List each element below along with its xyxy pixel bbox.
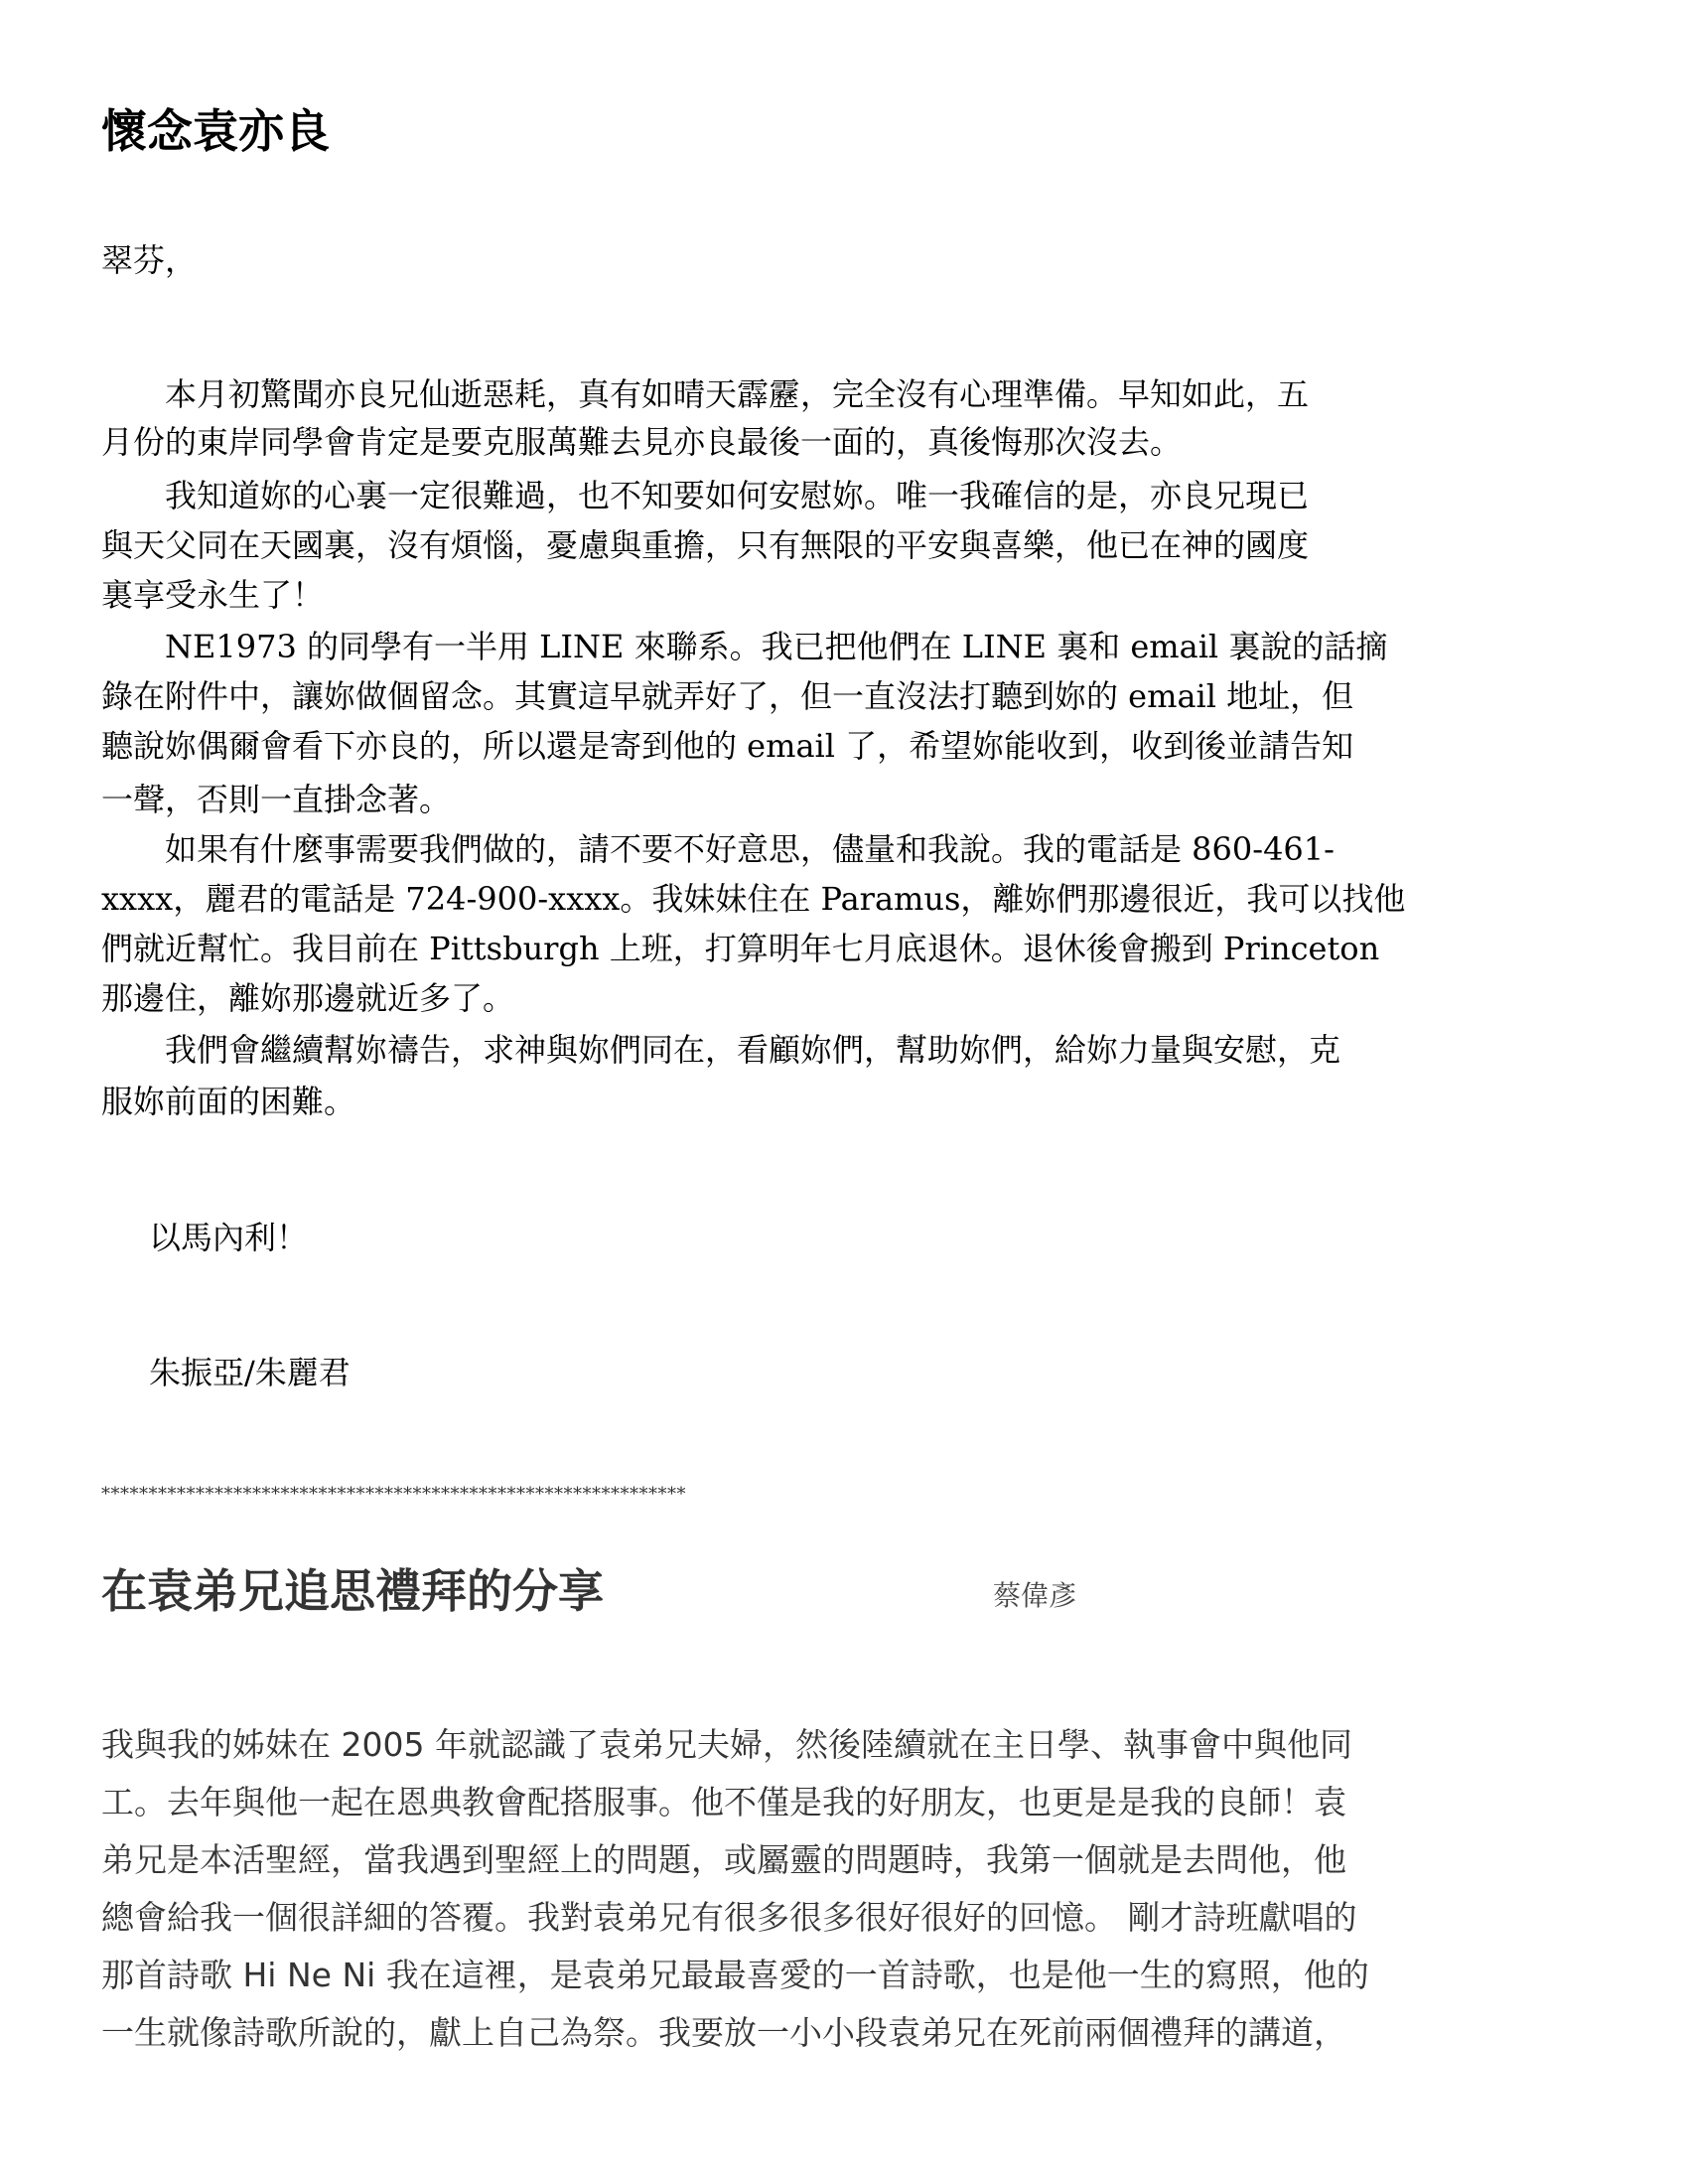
section-separator: ************************************************************** [101,1484,686,1505]
letter-line: 那邊住，離妳那邊就近多了。 [101,979,515,1017]
letter-salutation: 翠芬， [101,241,198,279]
letter-line: 裏享受永生了！ [101,576,325,614]
sharing-line: 一生就像詩歌所說的，獻上自己為祭。我要放一小小段袁弟兄在死前兩個禮拜的講道， [101,2013,1346,2052]
letter-line: 如果有什麼事需要我們做的，請不要不好意思，儘量和我說。我的電話是 860-461- [101,830,1335,868]
sharing-line: 總會給我一個很詳細的答覆。我對袁弟兄有很多很多很好很好的回憶。 剛才詩班獻唱的 [101,1898,1357,1937]
letter-line: 與天父同在天國裏，沒有煩惱，憂慮與重擔，只有無限的平安與喜樂，他已在神的國度 [101,526,1310,564]
letter-line: 聽說妳偶爾會看下亦良的，所以還是寄到他的 email 了，希望妳能收到，收到後並請告知 [101,727,1354,765]
letter-line: 錄在附件中，讓妳做個留念。其實這早就弄好了，但一直沒法打聽到妳的 email 地址，但 [101,677,1354,715]
sharing-author: 蔡偉彥 [993,1579,1077,1612]
letter-line: NE1973 的同學有一半用 LINE 來聯系。我已把他們在 LINE 裏和 email 裏說的話摘 [101,628,1388,665]
letter-line: 服妳前面的困難。 [101,1083,356,1120]
letter-line: 一聲，否則一直掛念著。 [101,781,452,818]
letter-closing: 以馬內利！ [149,1219,309,1256]
sharing-line: 工。去年與他一起在恩典教會配搭服事。他不僅是我的好朋友，也更是是我的良師！袁 [101,1783,1346,1821]
letter-line: 我知道妳的心裏一定很難過，也不知要如何安慰妳。唯一我確信的是，亦良兄現已 [101,477,1310,514]
letter-line: 我們會繼續幫妳禱告，求神與妳們同在，看顧妳們，幫助妳們，給妳力量與安慰，克 [101,1031,1341,1069]
letter-title: 懷念袁亦良 [101,104,330,158]
sharing-line: 我與我的姊妹在 2005 年就認識了袁弟兄夫婦，然後陸續就在主日學、執事會中與他同 [101,1725,1352,1764]
sharing-line: 那首詩歌 Hi Ne Ni 我在這裡，是袁弟兄最最喜愛的一首詩歌，也是他一生的寫照，他的 [101,1956,1369,1994]
letter-line: 月份的東岸同學會肯定是要克服萬難去見亦良最後一面的，真後悔那次沒去。 [101,423,1183,461]
sharing-title: 在袁弟兄追思禮拜的分享 [101,1564,604,1618]
letter-line: xxxx，麗君的電話是 724-900-xxxx。我妹妹住在 Paramus，離妳們那邊很近，我可以找他 [101,880,1406,918]
sharing-line: 弟兄是本活聖經，當我遇到聖經上的問題，或屬靈的問題時，我第一個就是去問他，他 [101,1840,1346,1879]
letter-signature: 朱振亞/朱麗君 [149,1354,351,1391]
letter-line: 本月初驚聞亦良兄仙逝惡耗，真有如晴天霹靂，完全沒有心理準備。早知如此，五 [101,375,1310,413]
letter-line: 們就近幫忙。我目前在 Pittsburgh 上班，打算明年七月底退休。退休後會搬到 Princeton [101,930,1380,967]
